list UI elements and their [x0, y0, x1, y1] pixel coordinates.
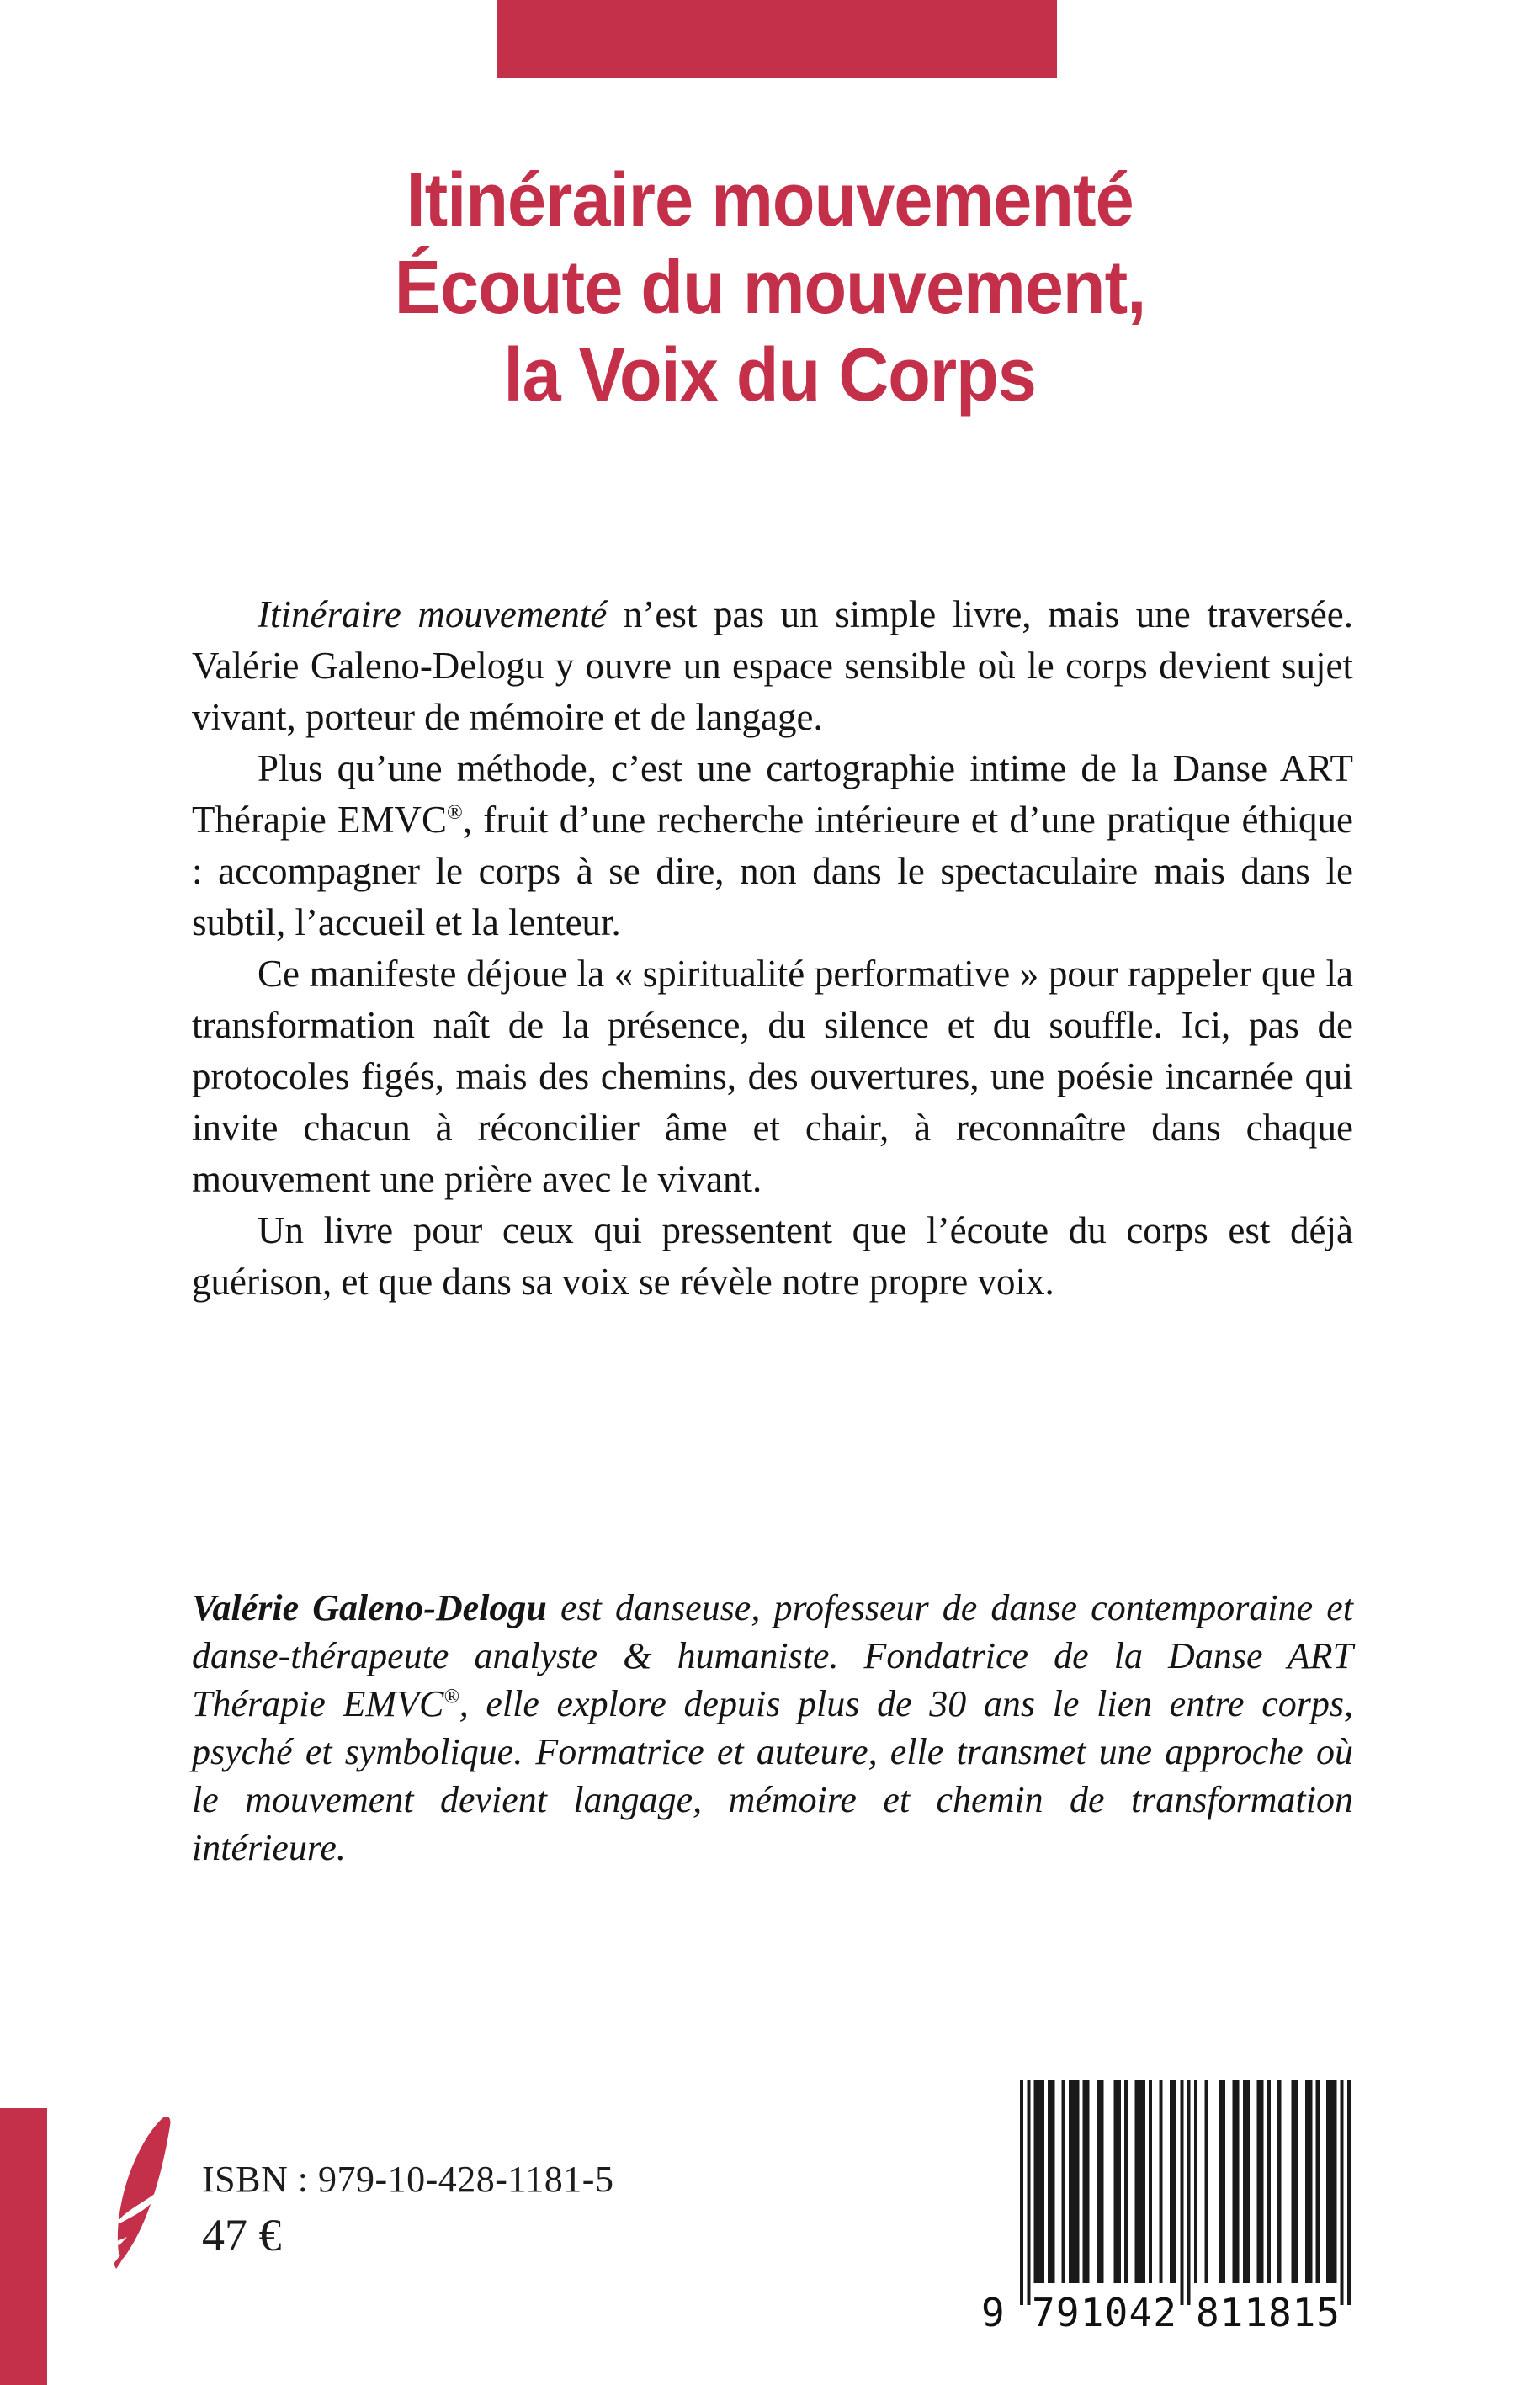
- barcode-digit-group-left: [1032, 2291, 1176, 2335]
- publisher-feather-icon: [106, 2116, 175, 2269]
- barcode: [981, 2080, 1351, 2340]
- barcode-digit: 8: [1267, 2290, 1292, 2335]
- title-line-2: Écoute du mouvement,: [394, 246, 1146, 330]
- spine-top-tab: [497, 0, 1057, 78]
- title-line-1: Itinéraire mouvementé: [406, 158, 1134, 242]
- author-bio-paragraph: [192, 1584, 1353, 1872]
- barcode-digits: [981, 2290, 1351, 2335]
- barcode-digit: 9: [1055, 2290, 1080, 2335]
- author-bio: [192, 1584, 1353, 1872]
- synopsis-paragraph: Ce manifeste déjoue la « spiritualité performative » pour rappeler que la transformation naît de la présence, du silence et du souffle. Ici, pas de protocoles figés, mais des chemins, des ouvertures, une poésie incarnée qui invite chacun à réconcilier âme et chair, à reconnaître dans chaque mouvement une prière avec le vivant.: [192, 953, 1353, 1200]
- barcode-digit: 7: [1032, 2290, 1055, 2335]
- synopsis-paragraph: Itinéraire mouvementé n’est pas un simple livre, mais une traversée. Valérie Galeno-Delogu y ouvre un espace sensible où le corps devient sujet vivant, porteur de mémoire et de langage.: [192, 593, 1353, 738]
- barcode-digit-group-right: [1196, 2291, 1340, 2335]
- cover-edge-band: [0, 2108, 47, 2385]
- barcode-digit: 1: [1080, 2290, 1104, 2335]
- synopsis: [192, 589, 1353, 1308]
- barcode-digit: 1: [1244, 2290, 1268, 2335]
- author-name: Valérie Galeno-Delogu: [192, 1587, 547, 1628]
- barcode-digit: 5: [1316, 2290, 1340, 2335]
- synopsis-paragraph: Plus qu’une méthode, c’est une cartographie intime de la Danse ART Thérapie EMVC®, fruit d’une recherche intérieure et d’une pratique éthique : accompagner le corps à se dire, non dans le spectaculaire mais dans le subtil, l’accueil et la lenteur.: [192, 747, 1353, 943]
- barcode-digit: 1: [1219, 2290, 1244, 2335]
- barcode-bars: [1020, 2080, 1351, 2307]
- barcode-digit: 8: [1196, 2290, 1219, 2335]
- isbn: ISBN : 979-10-428-1181-5: [202, 2159, 614, 2200]
- book-title: [0, 157, 1540, 419]
- author-bio-text: est danseuse, professeur de danse contemporaine et danse-thérapeute analyste & humaniste. Fondatrice de la Danse ART Thérapie EMVC®, elle explore depuis plus de 30 ans le lien entre corps, psyché et symbolique. Formatrice et auteure, elle transmet une approche où le mouvement devient langage, mémoire et chemin de transformation intérieure.: [192, 1587, 1354, 1868]
- title-line-3: la Voix du Corps: [503, 333, 1037, 417]
- barcode-digit-first: 9: [981, 2290, 1005, 2335]
- price: 47 €: [202, 2210, 282, 2260]
- barcode-digit: 1: [1292, 2290, 1316, 2335]
- synopsis-lead-italic: Itinéraire mouvementé: [258, 593, 608, 635]
- synopsis-paragraph: Un livre pour ceux qui pressentent que l’écoute du corps est déjà guérison, et que dans sa voix se révèle notre propre voix.: [192, 1209, 1353, 1303]
- barcode-digit: 2: [1153, 2290, 1176, 2335]
- barcode-digit: 4: [1128, 2290, 1153, 2335]
- barcode-digit: 0: [1104, 2290, 1128, 2335]
